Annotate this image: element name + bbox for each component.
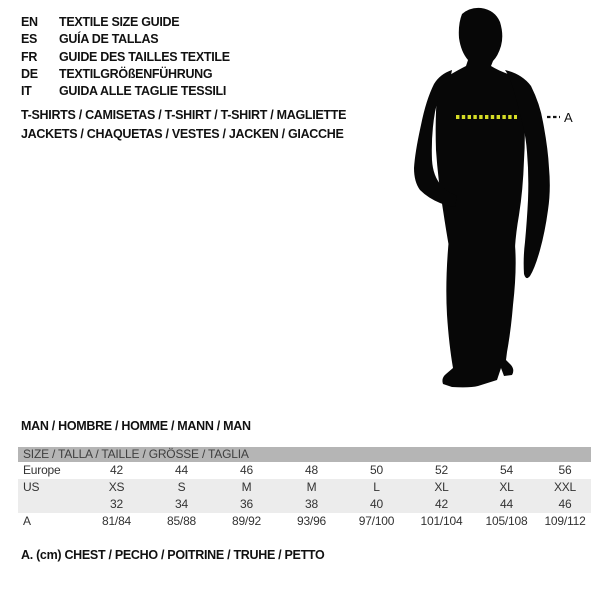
size-value-cell: XL	[499, 480, 514, 494]
language-row	[21, 66, 230, 83]
language-list	[21, 14, 230, 100]
language-row	[21, 31, 230, 48]
size-value-cell: XXL	[553, 480, 577, 494]
size-value-cell: 52	[435, 463, 448, 477]
size-value-cell: 85/88	[166, 514, 197, 528]
size-value-cell: 50	[370, 463, 383, 477]
size-value-cell: 101/104	[420, 514, 463, 528]
size-value-cell: 54	[500, 463, 513, 477]
language-label: TEXTILGRÖßENFÜHRUNG	[59, 66, 213, 81]
category-line-jackets: JACKETS / CHAQUETAS / VESTES / JACKEN / GIACCHE	[21, 126, 344, 141]
size-value-cell: L	[373, 480, 380, 494]
measure-label-a: A	[564, 110, 573, 125]
size-value-cell: 38	[305, 497, 318, 511]
row-label-cell: A	[23, 514, 31, 528]
category-lines	[21, 106, 346, 143]
row-label-cell	[18, 496, 84, 513]
table-row	[18, 462, 591, 479]
man-silhouette-svg	[380, 0, 600, 400]
size-value-cell: 32	[110, 497, 123, 511]
size-value-cell: 48	[305, 463, 318, 477]
language-row	[21, 49, 230, 66]
language-label: TEXTILE SIZE GUIDE	[59, 15, 180, 29]
language-code: FR	[21, 49, 38, 64]
size-value-cell: 42	[110, 463, 123, 477]
row-label-cell: US	[23, 480, 40, 494]
language-code: EN	[21, 15, 38, 29]
size-value-cell: M	[241, 480, 252, 494]
section-title: MAN / HOMBRE / HOMME / MANN / MAN	[21, 419, 251, 433]
man-silhouette-figure	[380, 0, 600, 400]
table-row	[18, 496, 591, 513]
table-header-bar: SIZE / TALLA / TAILLE / GRÖSSE / TAGLIA	[18, 447, 591, 462]
man-silhouette-shape	[414, 8, 550, 387]
language-code: IT	[21, 84, 32, 99]
measurement-footnote: A. (cm) CHEST / PECHO / POITRINE / TRUHE / PETTO	[21, 548, 325, 562]
language-row	[21, 14, 230, 31]
size-value-cell: XS	[108, 480, 125, 494]
table-row	[18, 479, 591, 496]
size-value-cell: 42	[435, 497, 448, 511]
size-value-cell: XL	[434, 480, 449, 494]
size-value-cell: 40	[370, 497, 383, 511]
size-value-cell: 109/112	[544, 514, 586, 528]
language-row	[21, 83, 230, 100]
size-value-cell: 44	[500, 497, 513, 511]
size-value-cell: 97/100	[358, 514, 395, 528]
size-value-cell: S	[177, 480, 186, 494]
language-label: GUÍA DE TALLAS	[59, 32, 159, 47]
category-line-tshirts: T-SHIRTS / CAMISETAS / T-SHIRT / T-SHIRT / MAGLIETTE	[21, 108, 347, 122]
size-table-rows	[18, 462, 591, 530]
size-value-cell: 36	[240, 497, 253, 511]
language-code: ES	[21, 32, 38, 47]
size-value-cell: 56	[558, 463, 572, 477]
size-table	[18, 447, 591, 530]
language-label: GUIDA ALLE TAGLIE TESSILI	[59, 84, 227, 99]
size-value-cell: 93/96	[296, 514, 327, 528]
size-value-cell: 46	[558, 497, 572, 511]
size-value-cell: 105/108	[485, 514, 528, 528]
size-value-cell: 89/92	[231, 514, 262, 528]
row-label-cell: Europe	[23, 463, 61, 477]
language-code: DE	[21, 66, 38, 81]
size-value-cell: 34	[175, 497, 188, 511]
size-value-cell: 44	[175, 463, 188, 477]
table-row	[18, 513, 591, 530]
language-label: GUIDE DES TAILLES TEXTILE	[59, 49, 230, 64]
size-value-cell: 46	[240, 463, 253, 477]
size-value-cell: 81/84	[101, 514, 132, 528]
size-value-cell: M	[306, 480, 317, 494]
